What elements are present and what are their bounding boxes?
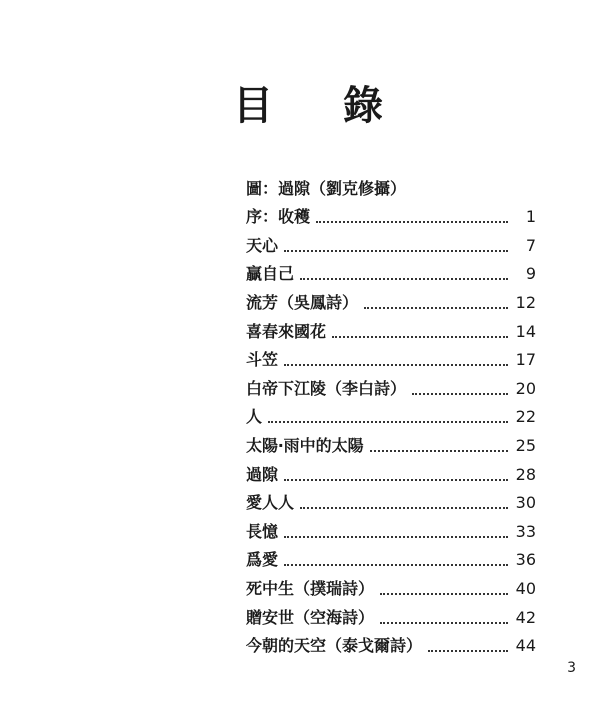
page-number: 3 [567,660,576,676]
toc-row-9 [246,427,536,456]
toc-row-4 [246,284,536,313]
toc-title: 目 錄 [233,82,411,129]
toc-row-13 [246,542,536,571]
toc-entry-title: 圖：過隙（劉克修攝） [246,178,407,198]
dot-leader [284,364,508,366]
toc-entry-title: 流芳（吳鳳詩） [246,292,359,312]
dot-leader [284,564,508,566]
toc-entry-title: 贈安世（空海詩） [246,607,375,627]
dot-leader [300,278,508,280]
toc-row-8 [246,399,536,428]
toc-entry-title: 白帝下江陵（李白詩） [246,378,407,398]
table-of-contents [246,170,536,656]
toc-entry-title: 爲愛 [246,550,279,570]
toc-page-number: 22 [515,407,536,427]
toc-page-number: 28 [515,464,536,484]
toc-row-10 [246,456,536,485]
toc-row-6 [246,342,536,371]
toc-page-number: 1 [525,207,536,227]
toc-row-0 [246,170,536,199]
toc-page-number: 33 [515,521,536,541]
toc-row-16 [246,628,536,657]
toc-page-number: 30 [515,493,536,513]
dot-leader [428,650,508,652]
toc-page-number: 17 [515,350,536,370]
dot-leader [284,479,508,481]
toc-entry-title: 過隙 [246,464,279,484]
dot-leader [412,393,508,395]
toc-entry-title: 死中生（撲瑞詩） [246,578,375,598]
toc-row-1 [246,199,536,228]
dot-leader [284,536,508,538]
toc-page-number: 14 [515,321,536,341]
toc-page-number: 9 [525,264,536,284]
toc-page-number: 36 [515,550,536,570]
toc-entry-title: 長憶 [246,521,279,541]
toc-row-11 [246,485,536,514]
toc-entry-title: 贏自己 [246,264,295,284]
dot-leader [370,450,508,452]
dot-leader [268,421,508,423]
dot-leader [332,336,508,338]
dot-leader [300,507,508,509]
toc-entry-title: 斗笠 [246,350,279,370]
dot-leader [364,307,508,309]
toc-entry-title: 人 [246,407,263,427]
toc-page-number: 44 [515,636,536,656]
toc-row-7 [246,370,536,399]
dot-leader [316,221,508,223]
toc-row-2 [246,227,536,256]
toc-row-14 [246,570,536,599]
toc-page-number: 42 [515,607,536,627]
toc-page-number: 25 [515,435,536,455]
dot-leader [380,593,508,595]
toc-row-15 [246,599,536,628]
toc-page-number: 40 [515,578,536,598]
toc-row-12 [246,513,536,542]
toc-entry-title: 太陽‧雨中的太陽 [246,435,364,455]
toc-page-number: 7 [525,235,536,255]
toc-entry-title: 今朝的天空（泰戈爾詩） [246,636,423,656]
toc-page-number: 20 [515,378,536,398]
toc-entry-title: 天心 [246,235,279,255]
toc-entry-title: 喜春來國花 [246,321,327,341]
toc-entry-title: 愛人人 [246,493,295,513]
dot-leader [380,622,508,624]
toc-entry-title: 序：收穫 [246,207,311,227]
toc-page-number: 12 [515,292,536,312]
toc-row-5 [246,313,536,342]
toc-row-3 [246,256,536,285]
dot-leader [284,250,508,252]
